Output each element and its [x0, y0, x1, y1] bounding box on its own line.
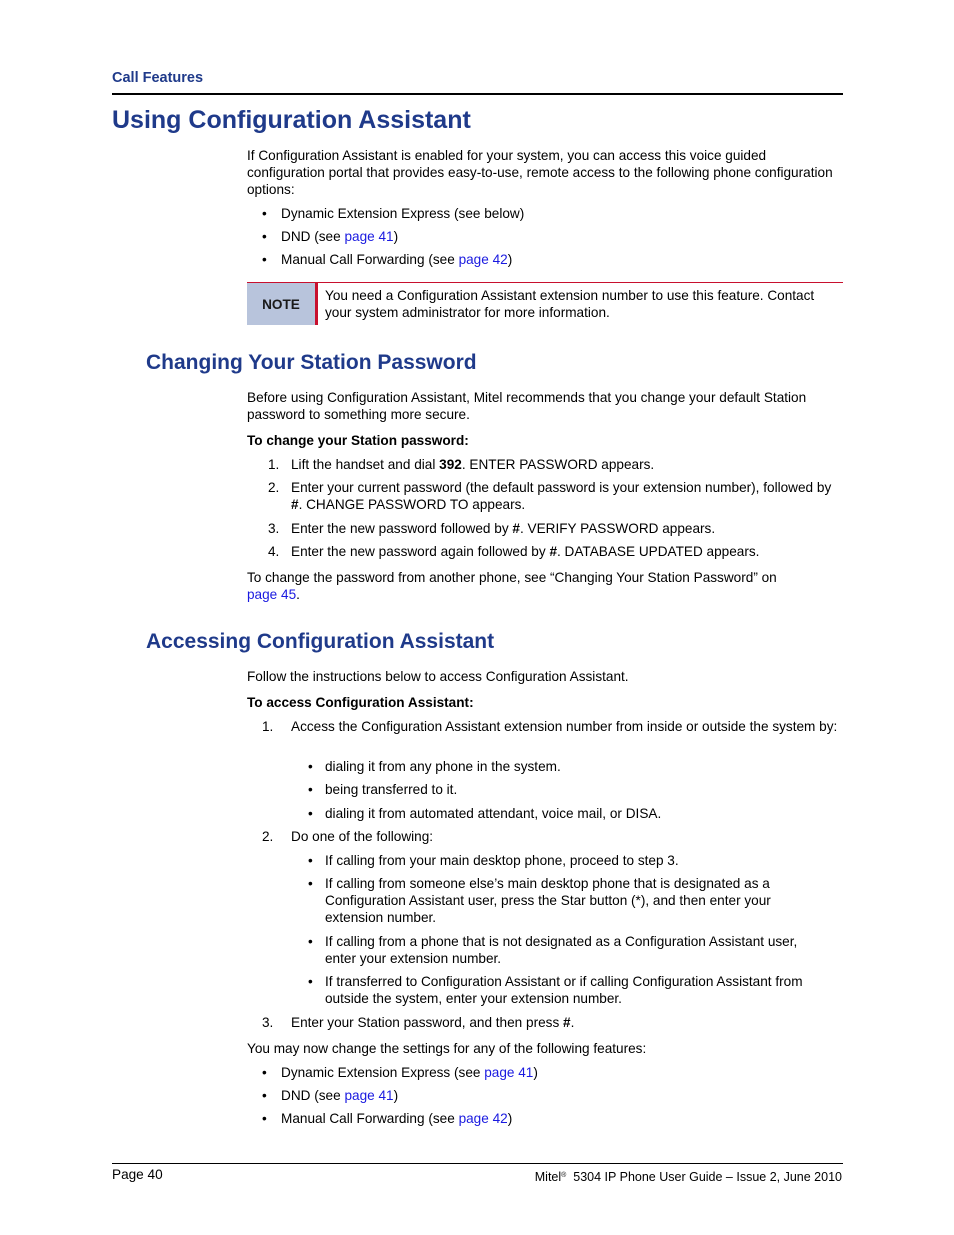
bullet-icon: • — [262, 252, 267, 267]
page-link[interactable]: page 42 — [458, 252, 508, 267]
bullet-icon: • — [262, 1065, 267, 1080]
page-link[interactable]: page 41 — [344, 229, 394, 244]
sub-bullet: • If calling from someone else’s main desktop phone that is designated as a Configuration Assistant user, press the Star button (*), and then enter your extension number. — [308, 876, 771, 925]
bullet-icon: • — [308, 934, 313, 949]
bullet-icon: • — [308, 806, 313, 821]
feature-bullet: • Dynamic Extension Express (see page 41) — [262, 1065, 538, 1080]
bullet-icon: • — [262, 1088, 267, 1103]
section2-intro: Follow the instructions below to access Configuration Assistant. — [247, 669, 629, 684]
page-link[interactable]: page 45 — [247, 587, 297, 602]
feature-bullet: • Manual Call Forwarding (see page 42) — [262, 1111, 513, 1126]
page-number: Page 40 — [112, 1167, 163, 1182]
page-title: Using Configuration Assistant — [112, 106, 471, 134]
page-link[interactable]: page 41 — [344, 1088, 394, 1103]
sub-bullet: • being transferred to it. — [308, 782, 458, 797]
note-box — [247, 282, 843, 325]
note-text: You need a Configuration Assistant extension number to use this feature. Contact your system administrator for more information. — [325, 288, 815, 320]
intro-text: If Configuration Assistant is enabled for your system, you can access this voice guided configuration portal that provides easy-to-use, remote access to the following phone configuration options: — [247, 148, 833, 197]
sub-bullet: • If calling from a phone that is not designated as a Configuration Assistant user, enter your extension number. — [308, 934, 798, 966]
bullet-icon: • — [262, 206, 267, 221]
sub-bullet: • If calling from your main desktop phone, proceed to step 3. — [308, 853, 679, 868]
sub-bullet: • dialing it from automated attendant, voice mail, or DISA. — [308, 806, 662, 821]
sub-bullet: • dialing it from any phone in the system. — [308, 759, 561, 774]
bullet-icon: • — [308, 974, 313, 989]
sub-bullet: • If transferred to Configuration Assistant or if calling Configuration Assistant from outside the system, enter your extension number. — [308, 974, 803, 1006]
footer-divider — [112, 1163, 843, 1164]
section-heading-accessing: Accessing Configuration Assistant — [146, 630, 495, 653]
document-info: Mitel® 5304 IP Phone User Guide – Issue 2, June 2010 — [534, 1170, 842, 1184]
intro-bullet: • Manual Call Forwarding (see page 42) — [262, 252, 513, 267]
bullet-icon: • — [262, 1111, 267, 1126]
feature-bullet: • DND (see page 41) — [262, 1088, 399, 1103]
header-divider — [112, 93, 843, 95]
intro-bullet: • DND (see page 41) — [262, 229, 399, 244]
bullet-icon: • — [308, 876, 313, 891]
section-heading-station-password: Changing Your Station Password — [146, 351, 477, 374]
intro-bullet: • Dynamic Extension Express (see below) — [262, 206, 525, 221]
intro-paragraph — [247, 147, 843, 198]
page-link[interactable]: page 41 — [484, 1065, 534, 1080]
bullet-icon: • — [308, 853, 313, 868]
note-label: NOTE — [247, 283, 318, 325]
section2-closing: You may now change the settings for any of the following features: — [247, 1041, 647, 1056]
procedure-title: To change your Station password: — [247, 433, 469, 448]
bullet-icon: • — [308, 759, 313, 774]
procedure-title: To access Configuration Assistant: — [247, 695, 474, 710]
bullet-icon: • — [262, 229, 267, 244]
page-link[interactable]: page 42 — [458, 1111, 508, 1126]
running-header: Call Features — [112, 70, 204, 86]
bullet-icon: • — [308, 782, 313, 797]
section1-closing: To change the password from another phone, see “Changing Your Station Password” on page 45. — [247, 570, 777, 602]
section1-intro: Before using Configuration Assistant, Mitel recommends that you change your default Station password to something more secure. — [247, 390, 807, 422]
